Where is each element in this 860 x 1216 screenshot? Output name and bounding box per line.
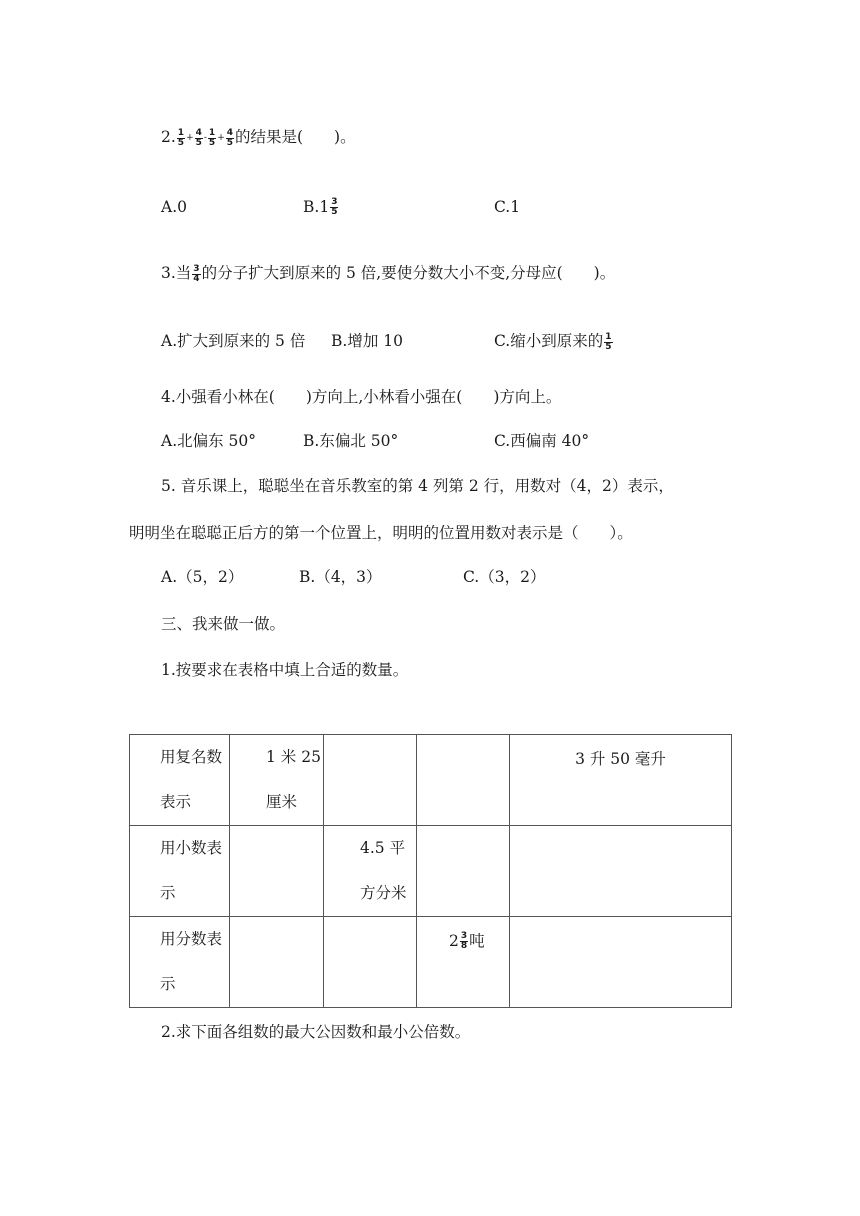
q2-option-b-whole: 1 — [319, 198, 330, 216]
row-3-den: 8 — [460, 940, 468, 951]
q3-option-c — [494, 330, 614, 352]
section-3-question-1: 1.按要求在表格中填上合适的数量。 — [161, 661, 409, 679]
row-2-value-2: 4.5 平方分米 — [360, 839, 407, 902]
q4-option-b: B.东偏北 50° — [303, 432, 399, 450]
row-3-label: 用分数表示 — [160, 930, 223, 993]
q2-fraction-num: 1 — [177, 127, 185, 138]
table-cell — [130, 917, 230, 1008]
row-1-value-4: 3 升 50 毫升 — [575, 750, 666, 768]
q2-fraction-den: 5 — [226, 137, 233, 148]
table-cell — [130, 826, 230, 917]
q2-operator: - — [203, 133, 207, 143]
q4-option-a: A.北偏东 50° — [161, 432, 257, 450]
q3-option-c-num: 1 — [605, 331, 612, 342]
quantity-table — [129, 734, 732, 1008]
table-cell — [417, 826, 510, 917]
q2-option-b-prefix: B. — [303, 198, 320, 216]
q2-expression — [176, 128, 235, 146]
q5-option-c: C.（3，2） — [463, 568, 546, 586]
q2-operator: + — [217, 133, 225, 143]
q2-fraction-den: 5 — [208, 137, 216, 148]
q2-option-b-num: 3 — [331, 196, 338, 207]
question-5-line-2: 明明坐在聪聪正后方的第一个位置上，明明的位置用数对表示是（ ）。 — [129, 524, 633, 542]
q3-prefix: 3.当 — [161, 264, 192, 282]
row-2-label: 用小数表示 — [160, 839, 223, 902]
q2-prefix: 2. — [161, 128, 176, 146]
table-cell — [417, 735, 510, 826]
q3-frac-den: 4 — [193, 273, 200, 284]
table-cell — [510, 826, 732, 917]
table-cell — [230, 917, 324, 1008]
q2-fraction — [195, 129, 203, 148]
q3-frac-num: 3 — [193, 263, 200, 274]
q2-option-a: A.0 — [161, 198, 187, 216]
table-cell — [510, 735, 732, 826]
q2-option-b-den: 5 — [331, 206, 338, 217]
table-cell — [324, 826, 417, 917]
row-1-value-1: 1 米 25 厘米 — [266, 748, 321, 811]
row-3-value-3 — [417, 917, 509, 952]
row-1-label: 用复名数表示 — [160, 748, 223, 811]
q2-fraction-num: 4 — [195, 127, 202, 138]
section-3-title: 三、我来做一做。 — [161, 615, 286, 633]
q2-fraction-num: 1 — [208, 127, 216, 138]
table-row — [130, 917, 732, 1008]
question-4: 4.小强看小林在( )方向上,小林看小强在( )方向上。 — [161, 388, 562, 406]
q3-option-c-prefix: C.缩小到原来的 — [494, 332, 604, 350]
question-3 — [161, 262, 615, 284]
table-cell — [510, 917, 732, 1008]
table-cell — [417, 917, 510, 1008]
section-3-question-2: 2.求下面各组数的最大公因数和最小公倍数。 — [161, 1023, 471, 1041]
question-2 — [161, 126, 356, 149]
q2-suffix: 的结果是( )。 — [235, 128, 356, 146]
table-cell — [230, 826, 324, 917]
q2-fraction-num: 4 — [226, 127, 233, 138]
q2-option-b — [303, 196, 339, 218]
table-cell — [230, 735, 324, 826]
row-3-whole: 2 — [449, 932, 459, 950]
table-row — [130, 826, 732, 917]
q5-option-a: A.（5，2） — [161, 568, 244, 586]
q3-option-b: B.增加 10 — [331, 332, 403, 350]
q4-option-c: C.西偏南 40° — [494, 432, 590, 450]
q5-option-b: B.（4，3） — [299, 568, 382, 586]
q2-fraction — [208, 129, 216, 148]
table-cell — [324, 917, 417, 1008]
q3-suffix: 的分子扩大到原来的 5 倍,要使分数大小不变,分母应( )。 — [201, 264, 616, 282]
row-3-unit: 吨 — [469, 932, 485, 950]
q2-fraction-den: 5 — [177, 137, 185, 148]
q2-operator: + — [186, 133, 194, 143]
table-cell — [324, 735, 417, 826]
question-5-line-1: 5. 音乐课上，聪聪坐在音乐教室的第 4 列第 2 行，用数对（4，2）表示， — [161, 477, 674, 495]
q2-fraction-den: 5 — [195, 137, 202, 148]
q3-option-c-den: 5 — [605, 341, 612, 352]
q2-fraction — [226, 129, 234, 148]
q2-option-c: C.1 — [494, 198, 521, 216]
table-row — [130, 735, 732, 826]
row-3-num: 3 — [460, 930, 468, 941]
q3-option-a: A.扩大到原来的 5 倍 — [161, 332, 306, 350]
table-cell — [130, 735, 230, 826]
q2-fraction — [177, 129, 185, 148]
